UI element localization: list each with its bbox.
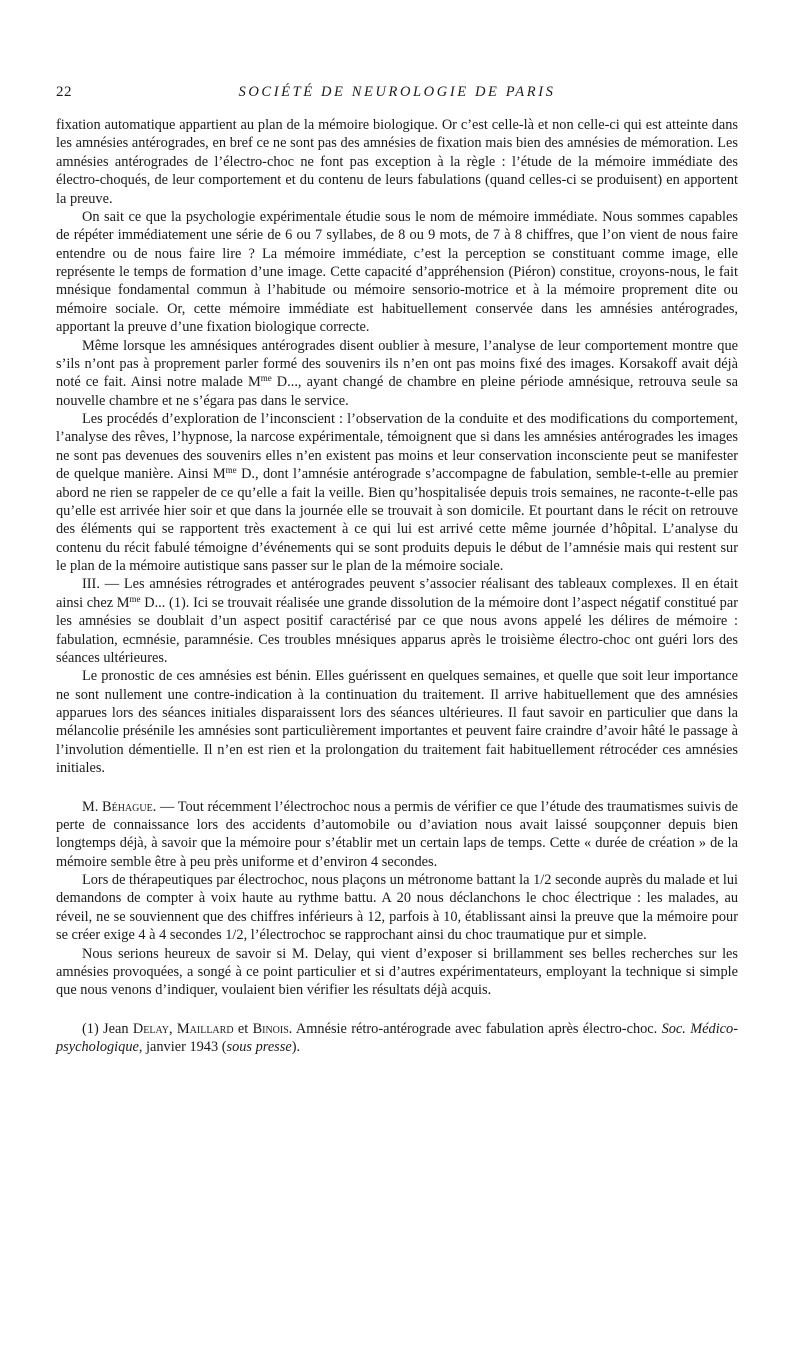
running-head (56, 84, 738, 106)
paragraph-section-three (56, 575, 738, 667)
footnote-spacer (56, 1000, 738, 1020)
section-spacer (56, 778, 738, 798)
paragraph-inconscient (56, 410, 738, 575)
paragraph-comportement (56, 337, 738, 411)
footnote-author: Binois (252, 1020, 289, 1037)
paragraph-behague (56, 798, 738, 872)
paragraph-text: Même lorsque les amnésiques antérogrades disent oublier à mesure, l’analyse de leur comportement montre que s’ils n’ont pas à proprement parler formé des souvenirs ils n’en ont pas moins fixé des images. Korsakoff avait déjà noté ce fait. Ainsi notre malade M (56, 337, 738, 391)
footnote-close: ). (291, 1039, 301, 1055)
superscript-me: me (129, 593, 141, 604)
superscript-me: me (225, 465, 237, 476)
paragraph-text: III. — Les amnésies rétrogrades et antérogrades peuvent s’associer réalisant des tableaux complexes. Il en était ainsi chez M (56, 576, 738, 611)
footnote-author: Delay (132, 1020, 169, 1037)
footnote-status: sous presse (226, 1039, 292, 1055)
footnote (56, 1020, 738, 1057)
footnote-title: . Amnésie rétro-antérograde avec fabulation après électro-choc. (288, 1020, 662, 1037)
page-number: 22 (56, 84, 72, 100)
paragraph-pronostic: Le pronostic de ces amnésies est bénin. Elles guérissent en quelques semaines, et quelle que soit leur importance ne sont nullement une contre-indication à la continuation du traitement. Il arrive habituellement que des amnésies apparues lors des séances initiales disparaissent lors des séances ultérieures. Il faut savoir en particulier que dans la mélancolie présénile les amnésies sont particulièrement importantes et peuvent faire craindre d’avoir hâté le passage à l’involution démentielle. Il n’en est rien et la prolongation du traitement fait habituellement rétrocéder ces amnésies initiales. (56, 668, 738, 777)
footnote-journal: Soc. Médico-psychologique (56, 1020, 738, 1055)
footnote-text: , (168, 1020, 177, 1037)
speaker-name: Béhague (102, 798, 153, 815)
paragraph-text: Les procédés d’exploration de l’inconscient : l’observation de la conduite et des modifications du comportement, l’analyse des rêves, l’hypnose, la narcose expérimentale, témoignent que si dans les amnésies antérogrades les images ne sont pas devenues des souvenirs elles n’en existent pas moins et leur conservation inconsciente peut se manifester de quelque manière. Ainsi M (56, 411, 738, 483)
paragraph-metronome: Lors de thérapeutiques par électrochoc, nous plaçons un métronome battant la 1/2 seconde auprès du malade et lui demandons de compter à voix haute au rythme battu. A 20 nous déclanchons le choc électrique : les malades, au réveil, ne se souviennent que des chiffres inférieurs à 12, parfois à 10, établissant ainsi la preuve que la mémoire pour se créer exige 4 à 4 secondes 1/2, l’électrochoc se rapprochant ainsi du choc traumatique pur et simple. (56, 872, 738, 944)
superscript-me: me (260, 373, 272, 384)
body-text (56, 116, 738, 1056)
journal-title: SOCIÉTÉ DE NEUROLOGIE DE PARIS (238, 84, 556, 100)
footnote-number: (1) Jean (82, 1020, 133, 1037)
paragraph-text: D., dont l’amnésie antérograde s’accompagne de fabulation, semble-t-elle au premier abord ne rien se rappeler de ce qu’elle a fait la veille. Bien qu’hospitalisée depuis trois semaines, ne raconte-t-elle pas qu’elle est arrivée hier soir et que dans la journée elle se trouvait à son domicile. Et pourtant dans le récit on retrouve des éléments qui se rapportent très exactement à ce qui lui est arrivé cette même journée d’hôpital. L’analyse du contenu du récit fabulé témoigne d’événements qui se sont produits depuis le début de l’amnésie mais qui restent sur le plan de la mémoire autistique sans passer sur le plan de la mémoire sociale. (56, 466, 738, 574)
footnote-text: et (233, 1020, 253, 1037)
paragraph-delay: Nous serions heureux de savoir si M. Delay, qui vient d’exposer si brillamment ses belles recherches sur les amnésies provoquées, a songé à ce point particulier et si d’autres expérimentateurs, employant la technique si simple que nous venons d’indiquer, voulaient bien vérifier les résultats déjà acquis. (56, 945, 738, 999)
footnote-date: , janvier 1943 ( (138, 1039, 227, 1055)
paragraph-fixation: fixation automatique appartient au plan de la mémoire biologique. Or c’est celle-là et non celle-ci qui est atteinte dans les amnésies antérogrades, en bref ce ne sont pas des amnésies de fixation mais bien des amnésies de mémoration. Les amnésies antérogrades de l’électro-choc ne font pas exception à la règle : l’étude de la mémoire immédiate des électro-choqués, de leur comportement et du contenu de leurs fabulations (quand celles-ci se produisent) en apportent la preuve. (56, 117, 738, 207)
paragraph-text: . — Tout récemment l’électrochoc nous a permis de vérifier ce que l’étude des traumatismes suivis de perte de connaissance lors des accidents d’automobile ou d’aviation nous avait laissé soupçonner depuis bien longtemps déjà, à savoir que la mémoire pour s’établir met un certain laps de temps. Cette « durée de création » de la mémoire semble être à peu près uniforme et d’environ 4 secondes. (56, 798, 738, 870)
paragraph-text: D... (1). Ici se trouvait réalisée une grande dissolution de la mémoire dont l’aspect négatif constitué par les amnésies se doublait d’un aspect positif caractérisé par ce que nous avons appelé les délires de mémoire : fabulation, ecmnésie, paramnésie. Ces troubles mnésiques apparus après le troisième électro-choc ont guéri lors des séances ultérieures. (56, 594, 738, 666)
paragraph-memoire-immediate: On sait ce que la psychologie expérimentale étudie sous le nom de mémoire immédiate. Nous sommes capables de répéter immédiatement une série de 6 ou 7 syllabes, de 8 ou 9 mots, de 7 à 8 chiffres, que l’on vient de nous faire entendre ou de nous faire lire ? La mémoire immédiate, c’est la perception se constituant comme image, elle représente le temps de formation d’une image. Cette capacité d’appréhension (Piéron) constitue, croyons-nous, le fait mnésique fondamental commun à l’habitude ou mémoire sensorio-motrice et à la mémoire proprement dite ou mémoire sociale. Or, cette mémoire immédiate est habituellement conservée dans les amnésies antérogrades, apportant la preuve d’une fixation biologique correcte. (56, 208, 738, 336)
speaker-prefix: M. (82, 798, 103, 815)
footnote-author: Maillard (176, 1020, 234, 1037)
paragraph-text: D..., ayant changé de chambre en pleine période amnésique, retrouva seule sa nouvelle chambre et ne s’égara pas dans le service. (56, 374, 738, 409)
